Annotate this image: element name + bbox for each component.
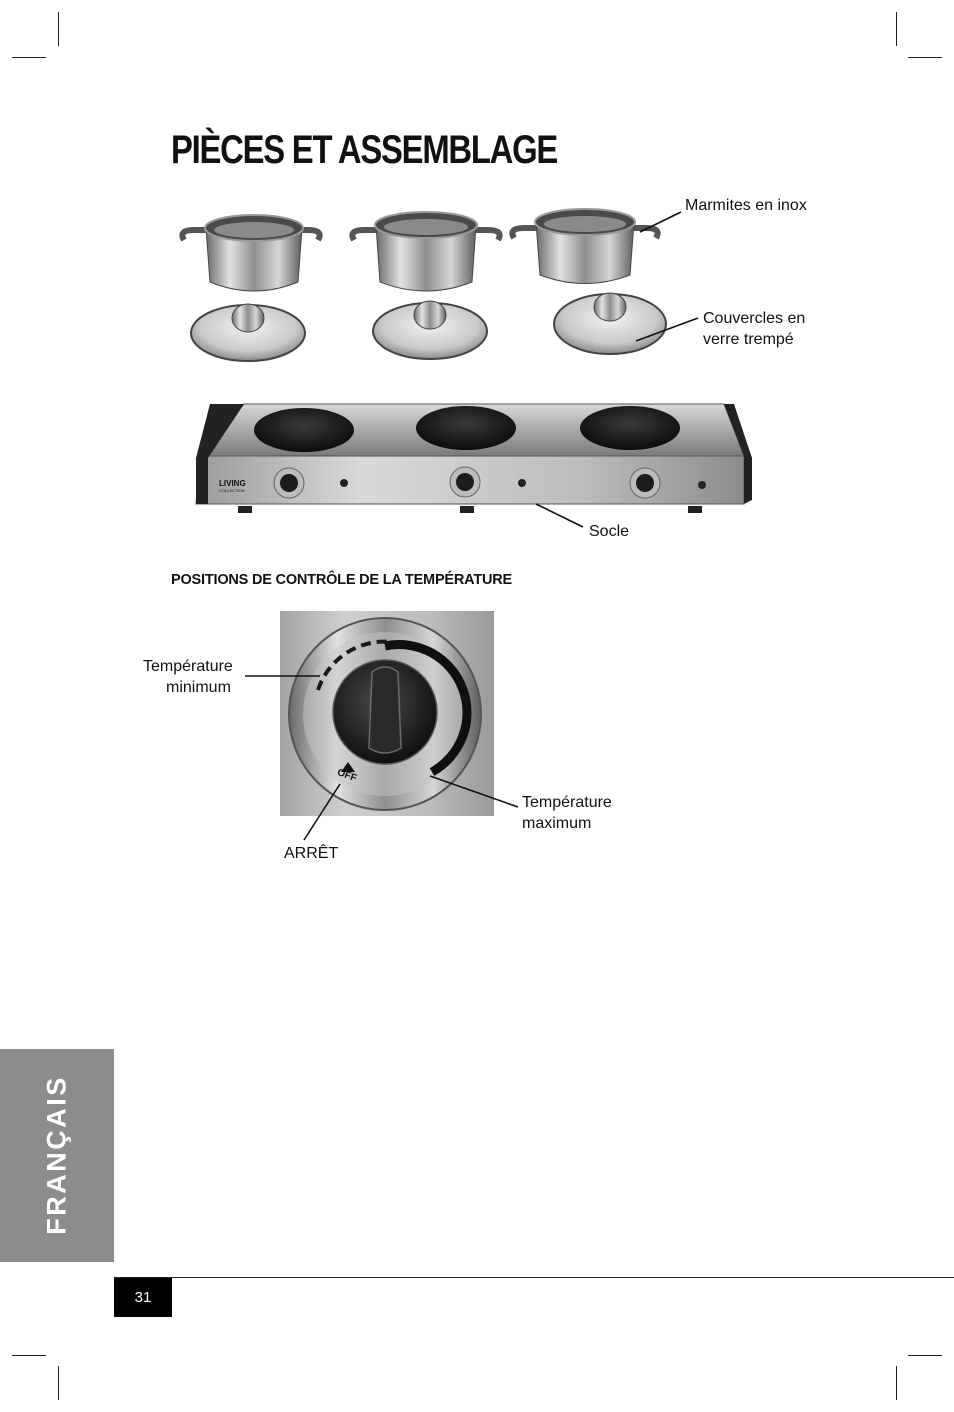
pots-leader-line xyxy=(640,212,681,232)
max-temp-label-line2: maximum xyxy=(522,815,592,832)
lids-label-line1: Couvercles en xyxy=(703,310,806,327)
temperature-dial-photo xyxy=(280,611,494,816)
hot-plate-base xyxy=(196,404,752,513)
pot-1 xyxy=(182,215,319,291)
temperature-controls-heading: POSITIONS DE CONTRÔLE DE LA TEMPÉRATURE xyxy=(171,572,513,588)
footer-rule xyxy=(114,1277,954,1278)
min-temp-label-line1: Température xyxy=(143,658,233,675)
lids-label-line2: verre trempé xyxy=(703,331,794,348)
page-number: 31 xyxy=(114,1278,172,1317)
page-title: PIÈCES ET ASSEMBLAGE xyxy=(171,128,558,172)
language-side-tab-label: FRANÇAIS xyxy=(41,1075,72,1235)
pot-3 xyxy=(512,209,657,284)
base-leader-line xyxy=(536,504,583,527)
lid-2 xyxy=(373,301,487,359)
lid-3 xyxy=(554,293,666,354)
pot-2 xyxy=(352,212,499,291)
off-marking: OFF xyxy=(335,767,359,785)
brand-logo-subtext: COLLECTION xyxy=(219,488,245,493)
lid-1 xyxy=(191,304,305,361)
language-side-tab xyxy=(0,1049,114,1262)
min-temp-label-line2: minimum xyxy=(166,679,231,696)
pots-label: Marmites en inox xyxy=(685,197,807,214)
max-temp-label-line1: Température xyxy=(522,794,612,811)
base-label: Socle xyxy=(589,523,630,540)
off-label: ARRÊT xyxy=(284,845,339,862)
brand-logo-text: LIVING xyxy=(219,479,246,488)
